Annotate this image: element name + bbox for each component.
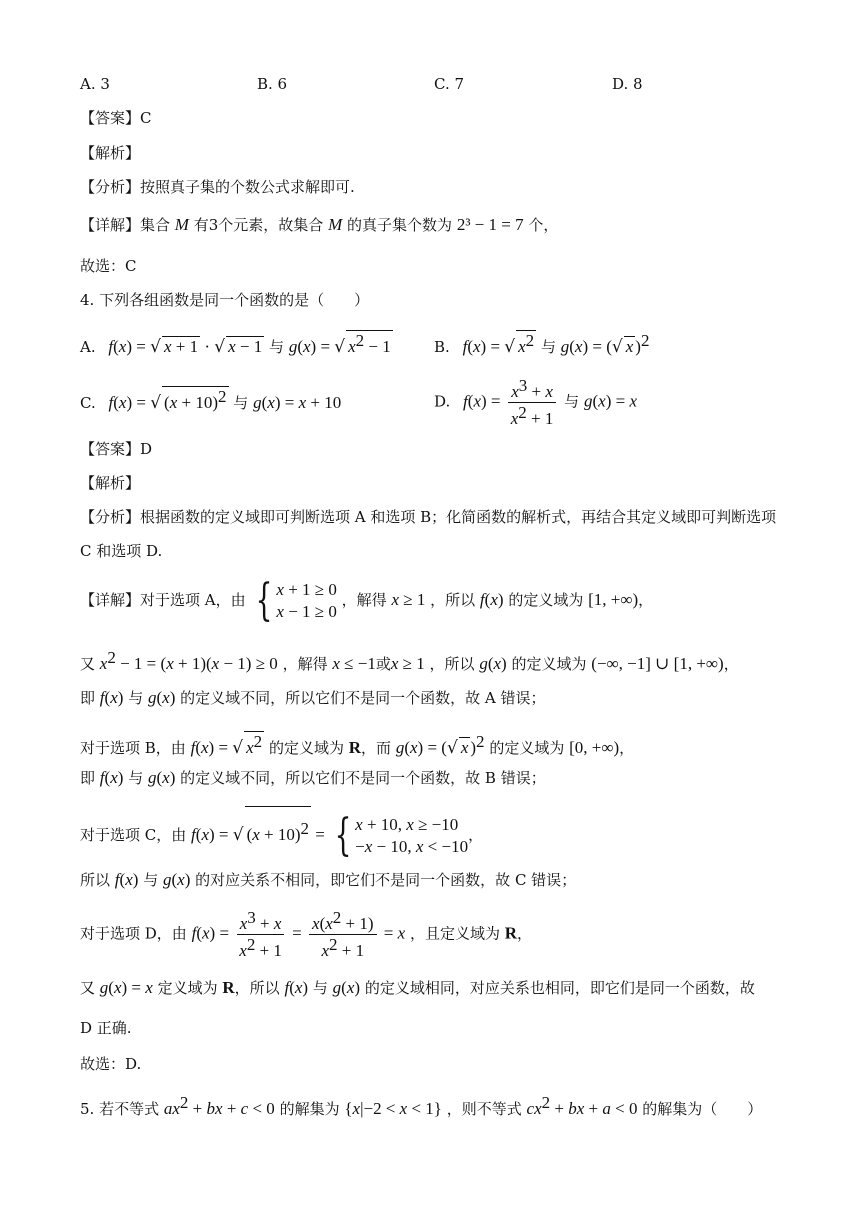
q4-answer: 【答案】D <box>80 440 153 458</box>
text: ，所以 <box>429 655 475 673</box>
text: 5. 若不等式 <box>80 1100 160 1118</box>
text: 与 <box>233 394 249 412</box>
q3-detail: 【详解】集合 M 有3个元素，故集合 M 的真子集个数为 2³ − 1 = 7 个， <box>80 215 559 234</box>
q4-detail-b2: 即 f(x) 与 g(x) 的定义域不同，所以它们不是同一个函数，故 B 错误； <box>80 768 546 787</box>
q4-option-a: A. f(x) = √ x + 1 · √ x − 1 与 g(x) = √ $x^2 - 1$ <box>80 331 391 357</box>
text: 的定义域为 <box>511 655 587 673</box>
q3-option-d: D. 8 <box>612 75 643 93</box>
formula: 2³ − 1 = 7 <box>456 215 524 234</box>
q4-fenxi-2: C 和选项 D. <box>80 542 163 560</box>
text: 【详解】对于选项 A，由 <box>80 591 246 609</box>
text: ，所以 <box>234 979 280 997</box>
q4-jiexi: 【解析】 <box>80 474 141 492</box>
text: ，解得 <box>341 591 387 609</box>
text: 与 <box>269 338 285 356</box>
q4-choose: 故选：D. <box>80 1055 142 1073</box>
q4-detail-b: 对于选项 B，由 f(x) = √ $x^2$ 的定义域为 R，而 g(x) = (√ x )$^2$ 的定义域为 [0, +∞)， <box>80 732 635 758</box>
text: 定义域为 <box>157 979 218 997</box>
text: ，而 <box>361 739 392 757</box>
q5-stem: 5. 若不等式 $ax^2$ + bx + c < 0 的解集为 {x|−2 < x < 1} ，则不等式 $cx^2$ + bx + a < 0 的解集为（ ） <box>80 1093 763 1118</box>
text: 或 <box>375 655 391 673</box>
q3-option-a: A. 3 <box>80 75 110 93</box>
q3-fenxi: 【分析】按照真子集的个数公式求解即可. <box>80 178 355 196</box>
text: ，所以 <box>430 591 476 609</box>
text: 的解集为（ ） <box>642 1100 763 1118</box>
q4-detail-a3: 即 f(x) 与 g(x) 的定义域不同，所以它们不是同一个函数，故 A 错误； <box>80 688 546 707</box>
q4-option-d: D. f(x) = $\frac{x^3 + x}{x^2 + 1}$ 与 g(x) = x <box>434 376 637 428</box>
text: 又 <box>80 979 96 997</box>
text: 的解集为 <box>279 1100 340 1118</box>
text: 对于选项 C，由 <box>80 826 187 844</box>
q3-option-b: B. 6 <box>257 75 288 93</box>
text: ，解得 <box>282 655 328 673</box>
q4-fenxi-1: 【分析】根据函数的定义域即可判断选项 A 和选项 B；化简函数的解析式，再结合其定义域即可判断选项 <box>80 508 777 526</box>
text: 与 <box>143 871 159 889</box>
q4-detail-a2: 又 $x^2 - 1 = (x + 1)(x - 1) \ge 0$ ，解得 x ≤ −1或x ≥ 1 ，所以 g(x) 的定义域为 (−∞, −1] ∪ [1, +∞)， <box>80 648 739 673</box>
text: 的对应关系不相同，即它们不是同一个函数，故 C 错误； <box>195 871 577 889</box>
label: A. <box>80 338 96 356</box>
q4-option-c: C. f(x) = √ $(x + 10)^2$ 与 g(x) = x + 10 <box>80 387 342 413</box>
text: 与 <box>564 392 580 411</box>
text: 的定义域为 <box>489 739 565 757</box>
text: 个， <box>528 216 559 234</box>
text: 与 <box>128 769 144 787</box>
q3-option-c: C. 7 <box>434 75 465 93</box>
q4-detail-c: 对于选项 C，由 f(x) = √ $(x + 10)^2$ = { x + 10, x ≥ −10 −x − 10, x < −10 ， <box>80 806 483 858</box>
q4-detail-d3: D 正确. <box>80 1019 132 1037</box>
text: 的定义域不同，所以它们不是同一个函数，故 A 错误； <box>180 689 546 707</box>
text: 的定义域为 <box>268 739 344 757</box>
text: 与 <box>312 979 328 997</box>
text: 的定义域不同，所以它们不是同一个函数，故 B 错误； <box>180 769 546 787</box>
text: 与 <box>540 338 556 356</box>
text: ，且定义域为 <box>409 924 500 943</box>
text: 有3个元素，故集合 <box>193 216 324 234</box>
q4-detail-c2: 所以 f(x) 与 g(x) 的对应关系不相同，即它们不是同一个函数，故 C 错误； <box>80 870 577 889</box>
text: 的真子集个数为 <box>347 216 453 234</box>
text: 的定义域相同，对应关系也相同，即它们是同一个函数，故 <box>364 979 755 997</box>
q3-choose: 故选：C <box>80 257 137 275</box>
q4-detail-a: 【详解】对于选项 A，由 { x + 1 ≥ 0 x − 1 ≥ 0 ，解得 x ≥ 1 ，所以 f(x) 的定义域为 [1, +∞)， <box>80 575 654 626</box>
text: 所以 <box>80 871 111 889</box>
q4-detail-d: 对于选项 D，由 f(x) = $\frac{x^3 + x}{x^2 + 1}$ = $\frac{x(x^2 + 1)}{x^2 + 1}$ = x ，且定义域为 R， <box>80 908 533 960</box>
label: D. <box>434 392 451 411</box>
text: 与 <box>128 689 144 707</box>
q4-stem: 4. 下列各组函数是同一个函数的是（ ） <box>80 291 370 309</box>
text: ，则不等式 <box>446 1100 522 1118</box>
q3-jiexi: 【解析】 <box>80 144 141 162</box>
text: 对于选项 D，由 <box>80 924 187 943</box>
text: 【详解】集合 <box>80 216 171 234</box>
label: B. <box>434 338 450 356</box>
text: 的定义域为 <box>508 591 584 609</box>
q4-option-b: B. f(x) = √ $x^2$ 与 g(x) = (√ x )$^2$ <box>434 331 650 357</box>
text: 对于选项 B，由 <box>80 739 186 757</box>
text: 又 <box>80 655 96 673</box>
label: C. <box>80 394 96 412</box>
q4-detail-d2: 又 g(x) = x 定义域为 R，所以 f(x) 与 g(x) 的定义域相同，对应关系也相同，即它们是同一个函数，故 <box>80 978 755 997</box>
q3-answer: 【答案】C <box>80 109 152 127</box>
